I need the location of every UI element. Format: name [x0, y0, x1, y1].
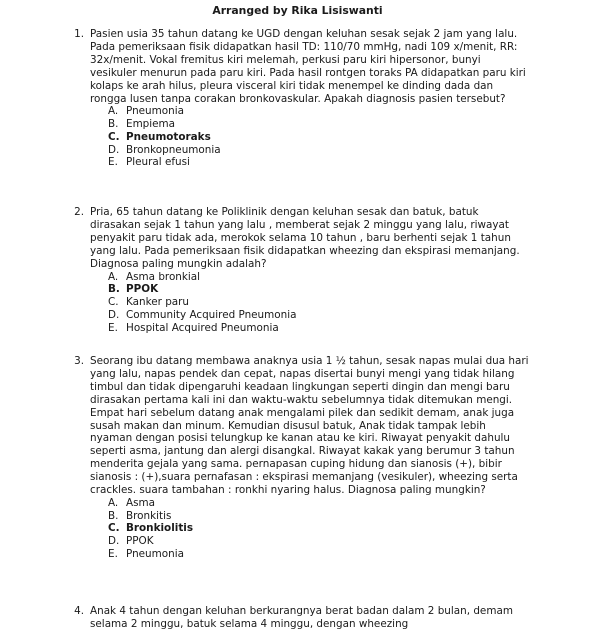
- option-text: Asma: [126, 496, 156, 509]
- option-d: [108, 144, 530, 157]
- option-letter: A.: [108, 496, 119, 509]
- option-text: Bronkitis: [126, 509, 172, 522]
- option-letter: C.: [108, 130, 120, 143]
- option-text: Hospital Acquired Pneumonia: [126, 321, 279, 334]
- option-a: [108, 105, 530, 118]
- option-d: [108, 309, 530, 322]
- question-3: [70, 355, 530, 561]
- option-text: Pneumotoraks: [126, 130, 211, 143]
- option-c-correct: [108, 522, 530, 535]
- option-a: [108, 271, 530, 284]
- option-letter: E.: [108, 547, 118, 560]
- question-text: Pria, 65 tahun datang ke Poliklinik dengan keluhan sesak dan batuk, batuk dirasakan sejak 1 tahun yang lalu , memberat sejak 2 minggu yang lalu, riwayat penyakit paru tidak ada, merokok selama 10 tahun , baru berhenti sejak 1 tahun yang lalu. Pada pemeriksaan fisik didapatkan wheezing dan ekspirasi memanjang. Diagnosa paling mungkin adalah?: [90, 206, 520, 270]
- question-text: Anak 4 tahun dengan keluhan berkurangnya berat badan dalam 2 bulan, demam selama 2 minggu, batuk selama 4 minggu, dengan wheezing: [90, 605, 513, 630]
- question-text: Pasien usia 35 tahun datang ke UGD dengan keluhan sesak sejak 2 jam yang lalu. Pada pemeriksaan fisik didapatkan hasil TD: 110/70 mmHg, nadi 109 x/menit, RR: 32x/menit. Vokal fremitus kiri melemah, perkusi paru kiri hipersonor, bunyi vesikuler menurun pada paru kiri. Pada hasil rontgen toraks PA didapatkan paru kiri kolaps ke arah hilus, pleura visceral kiri tidak menempel ke dinding dada dan rongga lusen tanpa corakan bronkovaskular. Apakah diagnosis pasien tersebut?: [90, 28, 526, 105]
- option-text: Pleural efusi: [126, 156, 190, 169]
- option-letter: A.: [108, 105, 119, 118]
- option-text: Pneumonia: [126, 547, 184, 560]
- option-letter: E.: [108, 156, 118, 169]
- option-text: Asma bronkial: [126, 270, 201, 283]
- question-text: Seorang ibu datang membawa anaknya usia 1 ½ tahun, sesak napas mulai dua hari yang lalu, napas pendek dan cepat, napas disertai bunyi mengi yang tidak hilang timbul dan tidak dipengaruhi keadaan lingkungan seperti dingin dan mengi baru dirasakan pertama kali ini dan waktu-waktu sebelumnya tidak ditemukan mengi. Empat hari sebelum datang anak mengalami pilek dan sedikit demam, anak juga susah makan dan minum. Kemudian disusul batuk, Anak tidak tampak lebih nyaman dengan posisi telungkup ke kanan atau ke kiri. Riwayat penyakit dahulu seperti asma, jantung dan alergi disangkal. Riwayat kakak yang berumur 3 tahun menderita gejala yang sama. pernapasan cuping hidung dan sianosis (+), bibir sianosis : (+),suara pernafasan : ekspirasi memanjang (vesikuler), wheezing serta crackles. suara tambahan : ronkhi nyaring halus. Diagnosa paling mungkin?: [90, 355, 529, 497]
- option-text: PPOK: [126, 283, 159, 296]
- option-letter: B.: [108, 509, 119, 522]
- option-text: PPOK: [126, 535, 154, 548]
- option-letter: C.: [108, 522, 120, 535]
- question-2: [70, 206, 530, 334]
- option-letter: B.: [108, 283, 120, 296]
- option-list: [108, 105, 530, 169]
- option-e: [108, 548, 530, 561]
- option-text: Bronkiolitis: [126, 522, 194, 535]
- option-d: [108, 535, 530, 548]
- option-list: [108, 497, 530, 561]
- question-1: [70, 28, 530, 169]
- option-b: [108, 118, 530, 131]
- option-letter: E.: [108, 321, 118, 334]
- question-4: [70, 605, 530, 631]
- option-b-correct: [108, 283, 530, 296]
- question-number: 2.: [74, 206, 84, 218]
- option-letter: B.: [108, 118, 119, 131]
- option-letter: D.: [108, 535, 120, 548]
- option-text: Bronkopneumonia: [126, 143, 221, 156]
- question-number: 3.: [74, 355, 84, 367]
- option-c: [108, 296, 530, 309]
- option-a: [108, 497, 530, 510]
- option-b: [108, 510, 530, 523]
- option-list: [108, 271, 530, 335]
- option-text: Kanker paru: [126, 296, 190, 309]
- option-letter: D.: [108, 308, 120, 321]
- question-number: 4.: [74, 605, 84, 617]
- question-number: 1.: [74, 28, 84, 40]
- option-letter: A.: [108, 270, 119, 283]
- option-text: Community Acquired Pneumonia: [126, 308, 297, 321]
- option-text: Empiema: [126, 118, 176, 131]
- option-letter: C.: [108, 296, 119, 309]
- option-letter: D.: [108, 143, 120, 156]
- option-c-correct: [108, 131, 530, 144]
- option-e: [108, 322, 530, 335]
- option-text: Pneumonia: [126, 105, 184, 118]
- page-header: Arranged by Rika Lisiswanti: [212, 4, 383, 17]
- option-e: [108, 156, 530, 169]
